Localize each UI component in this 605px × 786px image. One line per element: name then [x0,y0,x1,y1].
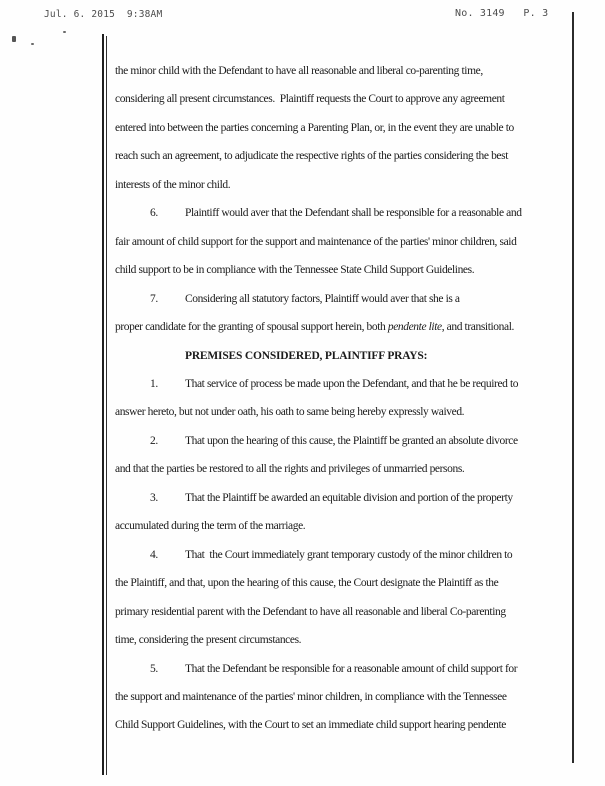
item-number: 7. [150,292,158,305]
document-line [115,199,565,227]
document-line [115,256,565,284]
document-line [115,541,565,569]
item-text: That service of process be made upon the Defendant, and that he be required to [185,377,519,390]
left-margin-rule-outer [102,34,104,775]
item-number: 1. [150,377,158,390]
document-line [115,598,565,626]
fax-page-number: No. 3149 P. 3 [455,8,549,19]
document-line [115,285,565,313]
line-text: primary residential parent with the Defendant to have all reasonable and liberal Co-parenting [115,605,506,618]
line-text: PREMISES CONSIDERED, PLAINTIFF PRAYS: [185,349,428,362]
document-line [115,655,565,683]
item-text: That the Court immediately grant temporary custody of the minor children to [185,548,513,561]
fax-noise-speck [63,31,66,33]
fax-noise-speck [31,43,34,45]
line-text: accumulated during the term of the marriage. [115,520,306,533]
line-text: , and transitional. [441,321,514,334]
line-text: entered into between the parties concerning a Parenting Plan, or, in the event they are unable to [115,121,514,134]
document-line [115,683,565,711]
line-text: interests of the minor child. [115,178,231,191]
document-line [115,370,565,398]
line-text: child support to be in compliance with the Tennessee State Child Support Guidelines. [115,264,475,277]
right-margin-rule [572,12,574,763]
document-line [115,85,565,113]
line-text: considering all present circumstances. Plaintiff requests the Court to approve any agreement [115,93,505,106]
item-number: 2. [150,434,158,447]
document-body [115,57,565,740]
item-text: Considering all statutory factors, Plaintiff would aver that she is a [185,292,460,305]
item-number: 3. [150,491,158,504]
section-heading [115,342,565,370]
line-text: the Plaintiff, and that, upon the hearing of this cause, the Court designate the Plaintiff as the [115,577,499,590]
line-text: proper candidate for the granting of spousal support herein, both [115,321,388,334]
document-line [115,57,565,85]
latin-phrase: pendente lite [387,321,442,334]
line-text: time, considering the present circumstances. [115,634,302,647]
item-text: That the Defendant be responsible for a reasonable amount of child support for [185,662,518,675]
item-number: 5. [150,662,158,675]
document-line [115,313,565,341]
line-text: and that the parties be restored to all the rights and privileges of unmarried persons. [115,463,465,476]
line-text: answer hereto, but not under oath, his oath to same being hereby expressly waived. [115,406,465,419]
document-line [115,228,565,256]
item-number: 4. [150,548,158,561]
document-line [115,427,565,455]
item-text: Plaintiff would aver that the Defendant shall be responsible for a reasonable and [185,207,522,220]
item-number: 6. [150,207,158,220]
document-line [115,512,565,540]
fax-noise-speck [12,36,16,42]
fax-timestamp: Jul. 6. 2015 9:38AM [44,9,163,20]
document-line [115,484,565,512]
document-line [115,711,565,739]
item-text: That upon the hearing of this cause, the Plaintiff be granted an absolute divorce [185,434,518,447]
document-line [115,626,565,654]
document-line [115,455,565,483]
document-line [115,142,565,170]
document-line [115,114,565,142]
document-line [115,398,565,426]
line-text: Child Support Guidelines, with the Court to set an immediate child support hearing pendente [115,719,506,732]
item-text: That the Plaintiff be awarded an equitable division and portion of the property [185,491,513,504]
document-line [115,171,565,199]
line-text: the minor child with the Defendant to have all reasonable and liberal co-parenting time, [115,65,483,77]
left-margin-rule-inner [106,36,107,775]
document-line [115,569,565,597]
line-text: reach such an agreement, to adjudicate the respective rights of the parties considering the best [115,150,509,163]
line-text: the support and maintenance of the parties' minor children, in compliance with the Tennessee [115,690,507,703]
line-text: fair amount of child support for the support and maintenance of the parties' minor children, said [115,235,517,248]
